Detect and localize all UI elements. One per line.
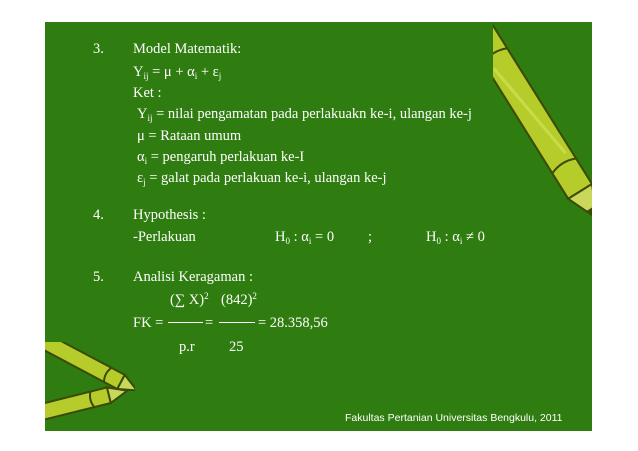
- item-number-5: 5.: [93, 269, 104, 285]
- model-equation: $Y_{ij} = \mu + \alpha_i + \varepsilon_j$: [133, 64, 222, 81]
- hypothesis-separator: ;: [368, 229, 373, 245]
- hypothesis-h0-left: $H_0$ : $\alpha_i = 0$: [275, 229, 335, 246]
- hypothesis-label: -Perlakuan: [133, 229, 196, 245]
- crayon-top-right-icon: [493, 22, 592, 237]
- fk-denominator-2: 25: [229, 339, 244, 355]
- item-title-hypothesis: Hypothesis :: [133, 207, 206, 223]
- ket-line-y: $Y_{ij}$ = nilai pengamatan pada perlakuakn ke-i, ulangan ke-j: [137, 106, 472, 123]
- fk-numerator-1: (∑ X)$^2$: [170, 291, 209, 308]
- fk-fraction-line-2: [219, 322, 255, 323]
- item-number-4: 4.: [93, 207, 104, 223]
- hypothesis-h0-right: $H_0$ : $\alpha_i \ne 0$: [426, 229, 485, 246]
- ket-line-alpha: $\alpha_i$ = pengaruh perlakuan ke-I: [137, 149, 305, 166]
- footer-text: Fakultas Pertanian Universitas Bengkulu, 2011: [345, 412, 563, 424]
- fk-fraction-line-1: [168, 322, 203, 323]
- fk-equals: =: [205, 315, 214, 331]
- fk-result: = 28.358,56: [258, 315, 328, 331]
- fk-numerator-2: $(842)^2$: [221, 291, 257, 308]
- slide: [45, 22, 592, 431]
- fk-label: FK =: [133, 315, 164, 331]
- ket-line-epsilon: $\varepsilon_j$ = galat pada perlakuan ke-i, ulangan ke-j: [137, 170, 387, 187]
- item-number-3: 3.: [93, 41, 104, 57]
- ket-line-mu: μ = Rataan umum: [137, 128, 242, 144]
- item-title-model: Model Matematik:: [133, 41, 242, 57]
- ket-label: Ket :: [133, 85, 162, 101]
- fk-denominator-1: p.r: [179, 339, 195, 355]
- item-title-analysis: Analisi Keragaman :: [133, 269, 253, 285]
- crayon-bottom-left-icon: [45, 342, 135, 431]
